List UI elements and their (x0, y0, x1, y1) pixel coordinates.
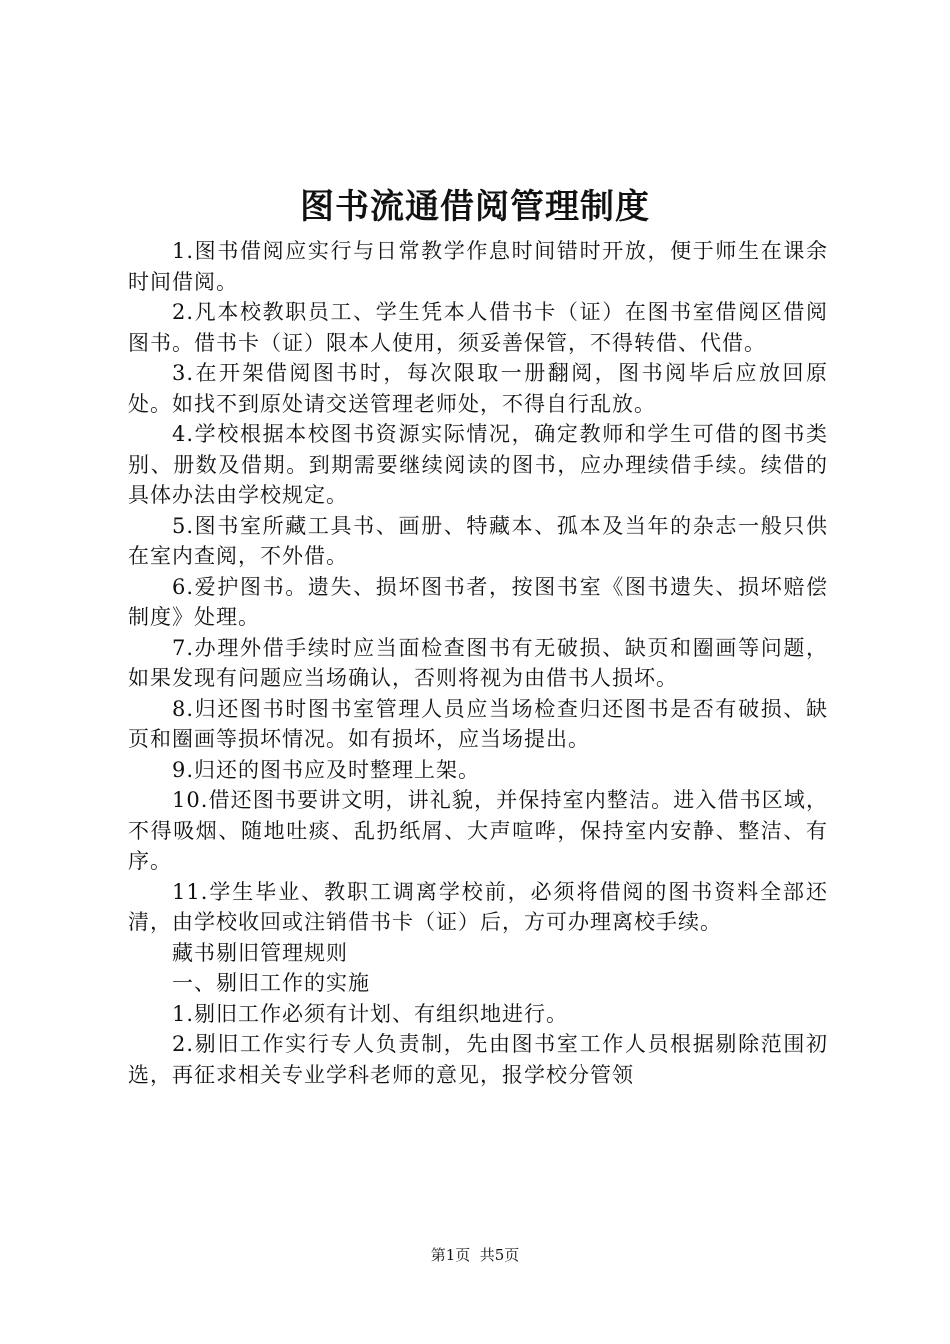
rule-9-paragraph: 9.归还的图书应及时整理上架。 (172, 757, 481, 782)
rule-11-paragraph: 11.学生毕业、教职工调离学校前，必须将借阅的图书资料全部还清，由学校收回或注销借书卡（证）后，方可办理离校手续。 (128, 879, 828, 934)
rule-5-paragraph: 5.图书室所藏工具书、画册、特藏本、孤本及当年的杂志一般只供在室内查阅，不外借。 (128, 513, 828, 568)
section-heading: 藏书剔旧管理规则 (172, 940, 348, 965)
rule-10-paragraph: 10.借还图书要讲文明，讲礼貌，并保持室内整洁。进入借书区域，不得吸烟、随地吐痰、乱扔纸屑、大声喧哗，保持室内安静、整洁、有序。 (128, 788, 828, 873)
page-footer: 第1页 共5页 (430, 1246, 520, 1264)
rule-7-paragraph: 7.办理外借手续时应当面检查图书有无破损、缺页和圈画等问题，如果发现有问题应当场确认，否则将视为由借书人损坏。 (128, 635, 828, 690)
document-title: 图书流通借阅管理制度 (300, 187, 650, 227)
rule-6-paragraph: 6.爱护图书。遗失、损坏图书者，按图书室《图书遗失、损坏赔偿制度》处理。 (128, 574, 828, 629)
rule-3-paragraph: 3.在开架借阅图书时，每次限取一册翻阅，图书阅毕后应放回原处。如找不到原处请交送管理老师处，不得自行乱放。 (128, 361, 828, 416)
rule-8-paragraph: 8.归还图书时图书室管理人员应当场检查归还图书是否有破损、缺页和圈画等损坏情况。如有损坏，应当场提出。 (128, 696, 828, 751)
rule-1-paragraph: 1.图书借阅应实行与日常教学作息时间错时开放，便于师生在课余时间借阅。 (128, 239, 828, 294)
rule-4-paragraph: 4.学校根据本校图书资源实际情况，确定教师和学生可借的图书类别、册数及借期。到期需要继续阅读的图书，应办理续借手续。续借的具体办法由学校规定。 (128, 422, 828, 507)
weeding-rule-2-paragraph: 2.剔旧工作实行专人负责制，先由图书室工作人员根据剔除范围初选，再征求相关专业学科老师的意见，报学校分管领 (128, 1032, 828, 1087)
subsection-heading: 一、剔旧工作的实施 (172, 971, 370, 995)
weeding-rule-1-paragraph: 1.剔旧工作必须有计划、有组织地进行。 (172, 1001, 569, 1026)
document-body (128, 236, 828, 1090)
rule-2-paragraph: 2.凡本校教职员工、学生凭本人借书卡（证）在图书室借阅区借阅图书。借书卡（证）限本人使用，须妥善保管，不得转借、代借。 (128, 300, 828, 355)
